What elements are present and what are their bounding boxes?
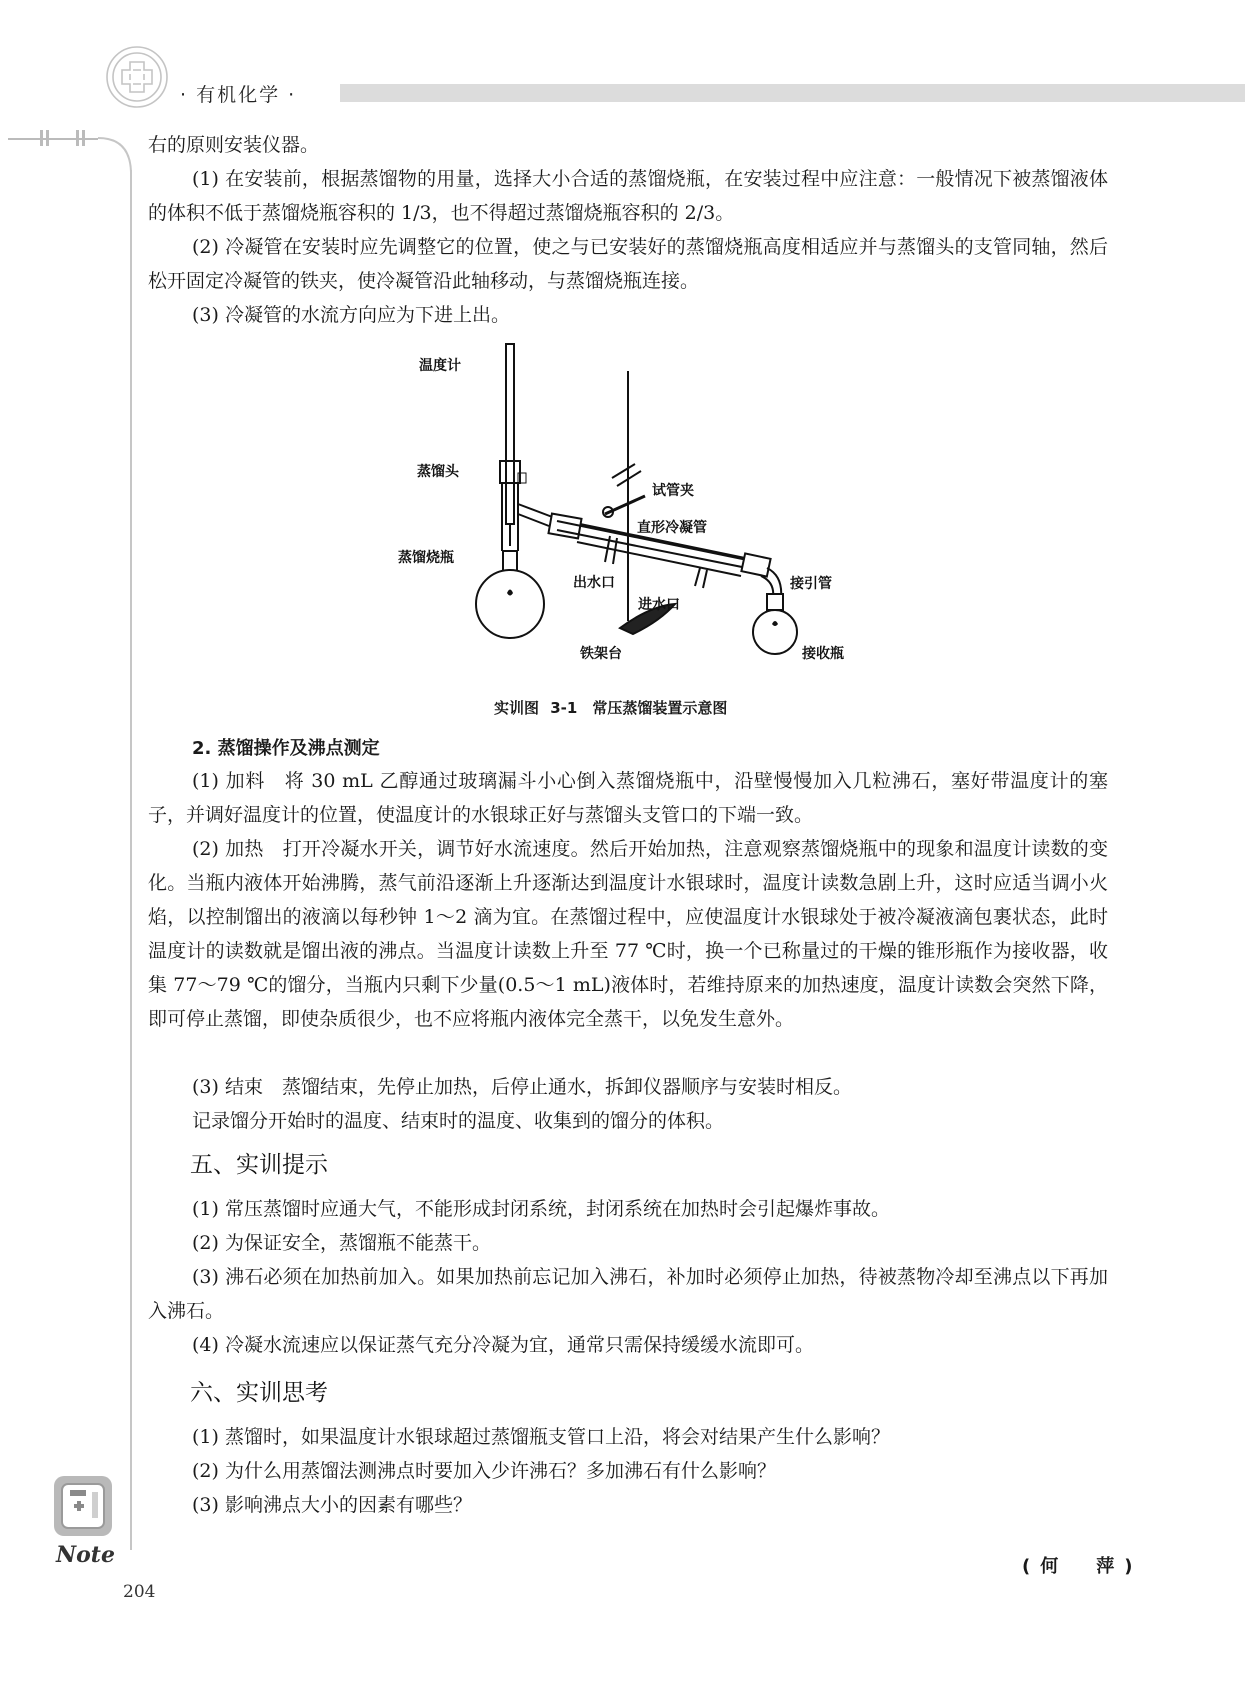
- label-clamp: 试管夹: [652, 483, 694, 499]
- subheading: 2. 蒸馏操作及沸点测定: [192, 738, 380, 759]
- receiver-flask-shape: [753, 610, 797, 654]
- question-2: (2) 为什么用蒸馏法测沸点时要加入少许沸石？多加沸石有什么影响？: [192, 1460, 776, 1482]
- ruler-tick: [82, 130, 85, 146]
- label-adapter: 接引管: [790, 576, 832, 592]
- header-bar: [340, 84, 1245, 102]
- ruler-tick: [76, 130, 79, 146]
- thermometer-shape: [506, 344, 514, 524]
- figure-caption: 实训图 3-1 常压蒸馏装置示意图: [494, 699, 728, 717]
- install-item-3: (3) 冷凝管的水流方向应为下进上出。: [192, 304, 510, 326]
- section6-title: 六、实训思考: [190, 1380, 328, 1406]
- label-water-outlet: 出水口: [573, 575, 615, 591]
- label-thermometer: 温度计: [419, 358, 461, 374]
- header-title: · 有机化学 ·: [180, 84, 297, 106]
- margin-curve: [96, 134, 136, 174]
- flask-shape: [476, 570, 544, 638]
- label-water-inlet: 进水口: [638, 597, 680, 613]
- label-condenser: 直形冷凝管: [637, 520, 707, 536]
- install-item-2: (2) 冷凝管在安装时应先调整它的位置，使之与已安装好的蒸馏烧瓶高度相适应并与蒸馏头的支管同轴，然后松开固定冷凝管的铁夹，使冷凝管沿此轴移动，与蒸馏烧瓶连接。: [148, 236, 1108, 292]
- question-1: (1) 蒸馏时，如果温度计水银球超过蒸馏瓶支管口上沿，将会对结果产生什么影响？: [192, 1426, 890, 1448]
- tip-item-2: (2) 为保证安全，蒸馏瓶不能蒸干。: [192, 1232, 491, 1254]
- op-item-2: (2) 加热 打开冷凝水开关，调节好水流速度。然后开始加热，注意观察蒸馏烧瓶中的现象和温度计读数的变化。当瓶内液体开始沸腾，蒸气前沿逐渐上升逐渐达到温度计水银球时，温度计读数急剧上升，这时应适当调小火焰，以控制馏出的液滴以每秒钟 1～2 滴为宜。在蒸馏过程中，应使温度计水银球处于被冷凝液滴包裹状态，此时温度计的读数就是馏出液的沸点。当温度计读数上升至 77 ℃时，换一个已称量过的干燥的锥形瓶作为接收器，收集 77～79 ℃的馏分，当瓶内只剩下少量(0.5～1 mL)液体时，若维持原来的加热速度，温度计读数会突然下降，即可停止蒸馏，即使杂质很少，也不应将瓶内液体完全蒸干，以免发生意外。: [148, 838, 1108, 1030]
- margin-rule: [130, 170, 132, 1550]
- label-flask: 蒸馏烧瓶: [398, 550, 454, 566]
- page-number: 204: [123, 1582, 156, 1602]
- note-label: Note: [56, 1542, 115, 1568]
- op-note: 记录馏分开始时的温度、结束时的温度、收集到的馏分的体积。: [192, 1110, 725, 1132]
- section5-title: 五、实训提示: [190, 1152, 328, 1178]
- tip-item-3: (3) 沸石必须在加热前加入。如果加热前忘记加入沸石，补加时必须停止加热，待被蒸物冷却至沸点以下再加入沸石。: [148, 1266, 1108, 1322]
- op-item-1: (1) 加料 将 30 mL 乙醇通过玻璃漏斗小心倒入蒸馏烧瓶中，沿壁慢慢加入几粒沸石，塞好带温度计的塞子，并调好温度计的位置，使温度计的水银球正好与蒸馏头支管口的下端一致。: [148, 770, 1108, 826]
- tip-item-4: (4) 冷凝水流速应以保证蒸气充分冷凝为宜，通常只需保持缓缓水流即可。: [192, 1334, 814, 1356]
- ruler-tick: [40, 130, 43, 146]
- label-receiver: 接收瓶: [802, 646, 844, 662]
- author-name: (何 萍): [1022, 1556, 1143, 1577]
- tip-item-1: (1) 常压蒸馏时应通大气，不能形成封闭系统，封闭系统在加热时会引起爆炸事故。: [192, 1198, 890, 1220]
- op-item-3: (3) 结束 蒸馏结束，先停止加热，后停止通水，拆卸仪器顺序与安装时相反。: [192, 1076, 852, 1098]
- ruler-tick: [46, 130, 49, 146]
- note-book-icon: [52, 1474, 118, 1540]
- install-item-1: (1) 在安装前，根据蒸馏物的用量，选择大小合适的蒸馏烧瓶，在安装过程中应注意：一般情况下被蒸馏液体的体积不低于蒸馏烧瓶容积的 1/3，也不得超过蒸馏烧瓶容积的 2/3。: [148, 168, 1108, 224]
- distillation-apparatus-diagram: [398, 336, 865, 688]
- label-stand: 铁架台: [580, 646, 622, 662]
- question-3: (3) 影响沸点大小的因素有哪些？: [192, 1494, 472, 1516]
- intro-text: 右的原则安装仪器。: [148, 134, 320, 156]
- label-still-head: 蒸馏头: [417, 464, 459, 480]
- flower-logo-icon: [104, 44, 170, 110]
